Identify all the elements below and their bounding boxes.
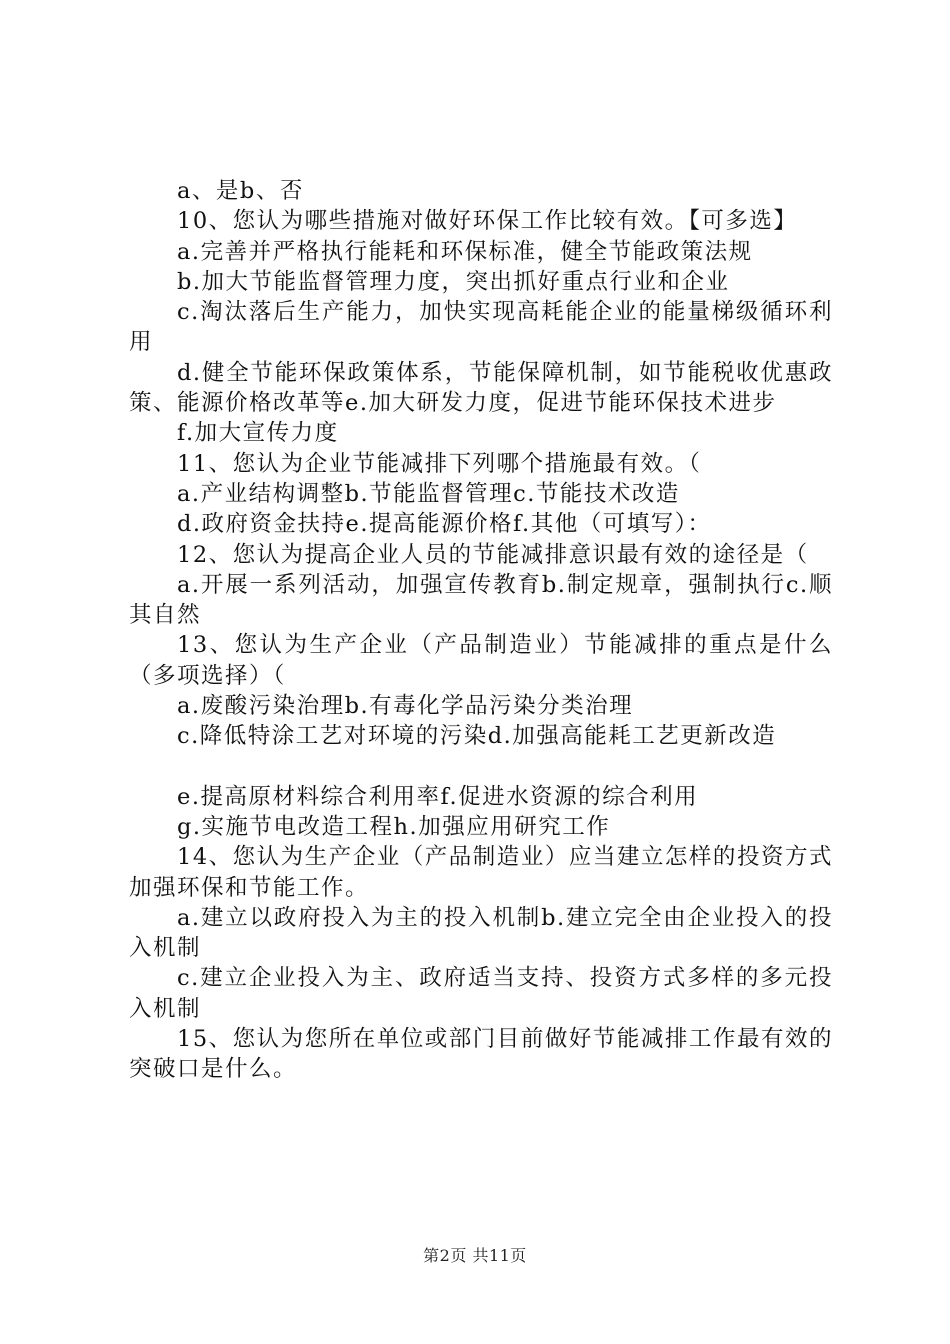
question-13: 13、您认为生产企业（产品制造业）节能减排的重点是什么（多项选择）（ bbox=[129, 632, 833, 689]
document-body bbox=[129, 176, 833, 1085]
question-14: 14、您认为生产企业（产品制造业）应当建立怎样的投资方式加强环保和节能工作。 bbox=[129, 844, 833, 901]
page-number-footer: 第2页 共11页 bbox=[423, 1246, 527, 1265]
options-13g-h: g.实施节电改造工程h.加强应用研究工作 bbox=[177, 813, 611, 840]
options-13e-f: e.提高原材料综合利用率f.促进水资源的综合利用 bbox=[177, 783, 699, 810]
option-10a: a.完善并严格执行能耗和环保标准，健全节能政策法规 bbox=[177, 238, 753, 265]
question-12: 12、您认为提高企业人员的节能减排意识最有效的途径是（ bbox=[177, 541, 809, 568]
options-11d-f: d.政府资金扶持e.提高能源价格f.其他（可填写）： bbox=[177, 511, 712, 538]
option-10d-e: d.健全节能环保政策体系，节能保障机制，如节能税收优惠政策、能源价格改革等e.加大研发力度，促进节能环保技术进步 bbox=[129, 359, 833, 417]
answer-options-q9: a、是b、否 bbox=[177, 178, 304, 204]
options-13c-d: c.降低特涂工艺对环境的污染d.加强高能耗工艺更新改造 bbox=[177, 723, 777, 750]
option-10f: f.加大宣传力度 bbox=[177, 420, 339, 447]
options-12: a.开展一系列活动，加强宣传教育b.制定规章，强制执行c.顺其自然 bbox=[129, 571, 833, 629]
question-15: 15、您认为您所在单位或部门目前做好节能减排工作最有效的突破口是什么。 bbox=[129, 1026, 833, 1083]
option-14c: c.建立企业投入为主、政府适当支持、投资方式多样的多元投入机制 bbox=[129, 965, 833, 1022]
option-10c: c.淘汰落后生产能力，加快实现高耗能企业的能量梯级循环利用 bbox=[129, 299, 833, 356]
question-11: 11、您认为企业节能减排下列哪个措施最有效。（ bbox=[177, 450, 702, 477]
question-10: 10、您认为哪些措施对做好环保工作比较有效。【可多选】 bbox=[177, 208, 798, 235]
option-10b: b.加大节能监督管理力度，突出抓好重点行业和企业 bbox=[177, 268, 730, 295]
options-11a-c: a.产业结构调整b.节能监督管理c.节能技术改造 bbox=[177, 480, 680, 507]
options-14a-b: a.建立以政府投入为主的投入机制b.建立完全由企业投入的投入机制 bbox=[129, 904, 833, 962]
options-13a-b: a.废酸污染治理b.有毒化学品污染分类治理 bbox=[177, 693, 634, 720]
